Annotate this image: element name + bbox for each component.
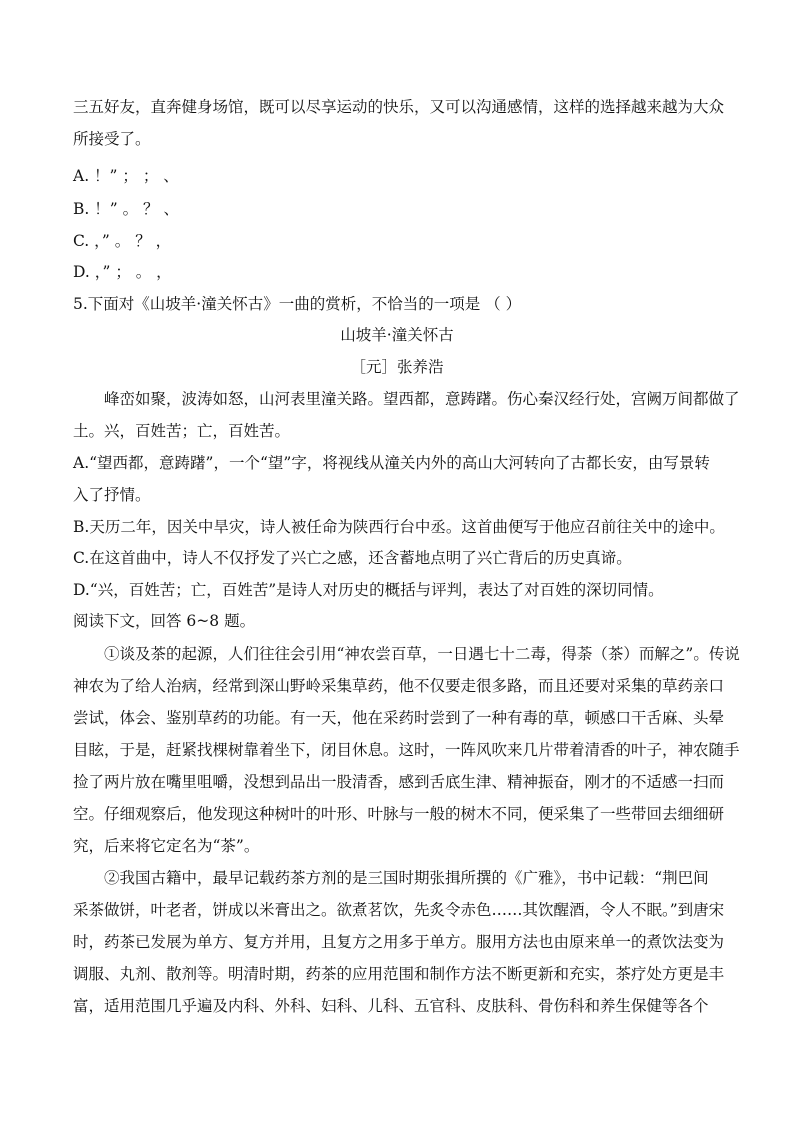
passage-p2-line-5: 富，适用范围几乎遍及内科、外科、妇科、儿科、五官科、皮肤科、骨伤科和养生保健等各个 <box>73 997 709 1015</box>
passage-p1-line-5: 捡了两片放在嘴里咀嚼，没想到品出一股清香，感到舌底生津、精神振奋，刚才的不适感一扫而 <box>73 773 725 791</box>
q4-option-c: C. ，” 。 ？ ， <box>73 232 172 250</box>
passage-p2-line-1: ②我国古籍中，最早记载药茶方剂的是三国时期张揖所撰的《广雅》，书中记载：“荆巴间 <box>104 869 709 887</box>
poem-author: ［元］张养浩 <box>350 358 444 376</box>
q5-option-c: C.在这首曲中，诗人不仅抒发了兴亡之感，还含蓄地点明了兴亡背后的历史真谛。 <box>73 549 632 567</box>
passage-p2-line-2: 采茶做饼，叶老者，饼成以米膏出之。欲煮茗饮，先炙令赤色……其饮醒酒，令人不眠。”到唐宋 <box>73 901 725 919</box>
passage-p2-line-4: 调服、丸剂、散剂等。明清时期，药茶的应用范围和制作方法不断更新和充实，茶疗处方更是丰 <box>73 965 725 983</box>
passage-p1-line-4: 目眩，于是，赶紧找棵树靠着坐下，闭目休息。这时，一阵风吹来几片带着清香的叶子，神农随手 <box>73 741 740 759</box>
reading-instruction: 阅读下文，回答 6~8 题。 <box>73 612 256 630</box>
q5-option-a-line-1: A.“望西都，意踌躇”，一个“望”字，将视线从潼关内外的高山大河转向了古都长安，由写景转 <box>73 454 710 472</box>
poem-line-2: 土。兴，百姓苦；亡，百姓苦。 <box>73 422 291 440</box>
q5-stem: 5.下面对《山坡羊·潼关怀古》一曲的赏析，不恰当的一项是 （ ） <box>73 295 522 313</box>
q5-option-b: B.天历二年，因关中旱灾，诗人被任命为陕西行台中丞。这首曲便写于他应召前往关中的途中。 <box>73 518 725 536</box>
passage-p1-line-7: 究，后来将它定名为“茶”。 <box>73 837 260 855</box>
passage-p1-line-6: 空。仔细观察后，他发现这种树叶的叶形、叶脉与一般的树木不同，便采集了一些带回去细细研 <box>73 805 725 823</box>
poem-line-1: 峰峦如聚，波涛如怒，山河表里潼关路。望西都，意踌躇。伤心秦汉经行处，宫阙万间都做了 <box>104 390 740 408</box>
q5-option-a-line-2: 入了抒情。 <box>73 486 151 504</box>
q4-option-a: A. ！” ； ； 、 <box>73 167 179 185</box>
passage-p2-line-3: 时，药茶已发展为单方、复方并用，且复方之用多于单方。服用方法也由原来单一的煮饮法变为 <box>73 933 725 951</box>
poem-title: 山坡羊·潼关怀古 <box>340 326 454 344</box>
intro-line-1: 三五好友，直奔健身场馆，既可以尽享运动的快乐，又可以沟通感情，这样的选择越来越为大众 <box>73 98 725 116</box>
q4-option-b: B. ！” 。 ？ 、 <box>73 200 179 218</box>
q4-option-d: D. ，” ； 。 ， <box>73 263 172 281</box>
q5-option-d: D.“兴，百姓苦；亡，百姓苦”是诗人对历史的概括与评判，表达了对百姓的深切同情。 <box>73 581 664 599</box>
passage-p1-line-1: ①谈及茶的起源，人们往往会引用“神农尝百草，一日遇七十二毒，得荼（茶）而解之”。传说 <box>104 645 740 663</box>
passage-p1-line-3: 尝试，体会、鉴别草药的功能。有一天，他在采药时尝到了一种有毒的草，顿感口干舌麻、头晕 <box>73 709 725 727</box>
passage-p1-line-2: 神农为了给人治病，经常到深山野岭采集草药，他不仅要走很多路，而且还要对采集的草药亲口 <box>73 677 725 695</box>
intro-line-2: 所接受了。 <box>73 130 151 148</box>
